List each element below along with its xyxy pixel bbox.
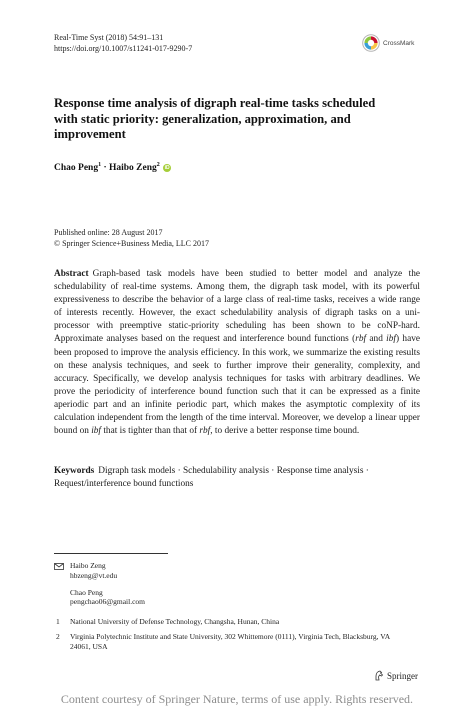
abstract-text: that is tighter than that of: [101, 426, 200, 437]
abstract-text: and: [366, 334, 387, 345]
affiliation-text: National University of Defense Technology, Changsha, Hunan, China: [70, 617, 280, 626]
author-separator: ·: [101, 163, 109, 174]
author-affiliation-mark: 2: [156, 162, 160, 168]
springer-horse-icon: [374, 670, 384, 681]
crossmark-label: CrossMark: [383, 39, 415, 47]
affiliation-number: 2: [56, 632, 60, 641]
abstract-label: Abstract: [54, 269, 89, 279]
coauthor-email[interactable]: pengchao06@gmail.com: [70, 597, 146, 607]
abstract-term-ibf: ibf: [386, 334, 396, 345]
footnote-divider: [54, 553, 168, 554]
crossmark-badge[interactable]: [362, 34, 414, 52]
correspondence-name: Haibo Zeng: [70, 561, 106, 570]
author-line: [54, 162, 171, 173]
abstract-term-rbf: rbf: [355, 334, 367, 345]
publication-info: [54, 228, 209, 249]
copyright-watermark: Content courtesy of Springer Nature, terms of use apply. Rights reserved.: [60, 692, 414, 706]
journal-line: Real-Time Syst (2018) 54:91–131: [54, 33, 164, 42]
keywords: [54, 465, 420, 491]
publisher-name: Springer: [387, 670, 418, 681]
author-name[interactable]: Chao Peng: [54, 163, 99, 174]
doi-link[interactable]: https://doi.org/10.1007/s11241-017-9290-7: [54, 43, 193, 53]
affiliation-number: 1: [56, 617, 60, 626]
keywords-text: Digraph task models · Schedulability analysis · Response time analysis · Request/interference bound functions: [54, 466, 369, 490]
correspondence: [70, 561, 145, 607]
paper-title: Response time analysis of digraph real-time tasks scheduled with static priority: generalization, approximation, and improvement: [54, 96, 376, 141]
abstract-text: ) have been proposed to improve the analysis efficiency. In this work, we summarize the existing results on these analysis techniques, and seek to further improve their generality, complexity, and accuracy. Specifically, we develop analysis techniques for tasks with arbitrary deadlines. We prove the periodicity of interference bound function such that it can be expressed as a finite aperiodic part and an infinite periodic part, which makes the asymptotic complexity of its calculation independent from the length of the time interval. Moreover, we develop a linear upper bound on: [54, 334, 420, 437]
abstract-text: , to derive a better response time bound.: [210, 426, 360, 437]
copyright-notice: © Springer Science+Business Media, LLC 2017: [54, 238, 210, 248]
journal-citation: [54, 33, 192, 54]
author-affiliation-mark: 1: [98, 162, 102, 168]
published-date: Published online: 28 August 2017: [54, 228, 163, 237]
author-name[interactable]: Haibo Zeng: [109, 163, 157, 174]
keywords-label: Keywords: [54, 466, 95, 476]
affiliation-text: Virginia Polytechnic Institute and State University, 302 Whittemore (0111), Virginia Tech, Blacksburg, VA 24061, USA: [70, 632, 390, 651]
abstract-term-rbf: rbf: [199, 426, 211, 437]
crossmark-icon: [362, 34, 380, 52]
correspondence-email[interactable]: hbzeng@vt.edu: [70, 570, 118, 580]
abstract-text: Graph-based task models have been studied to better model and analyze the schedulability of real-time systems. Among them, the digraph task model, with its powerful expressiveness to describe the behavior of a large class of real-time tasks, receives a wide range of interests recently. However, the exact schedulability analysis of digraph tasks on a uni-processor with preemptive static-priority scheduling has been shown to be coNP-hard. Approximate analyses based on the request and interference bound functions (: [54, 269, 420, 345]
orcid-icon[interactable]: iD: [164, 165, 170, 172]
publisher-logo: [374, 670, 418, 681]
coauthor-name: Chao Peng: [70, 587, 103, 597]
abstract: [54, 268, 420, 438]
abstract-term-ibf: ibf: [91, 426, 102, 437]
envelope-icon: [54, 563, 64, 570]
